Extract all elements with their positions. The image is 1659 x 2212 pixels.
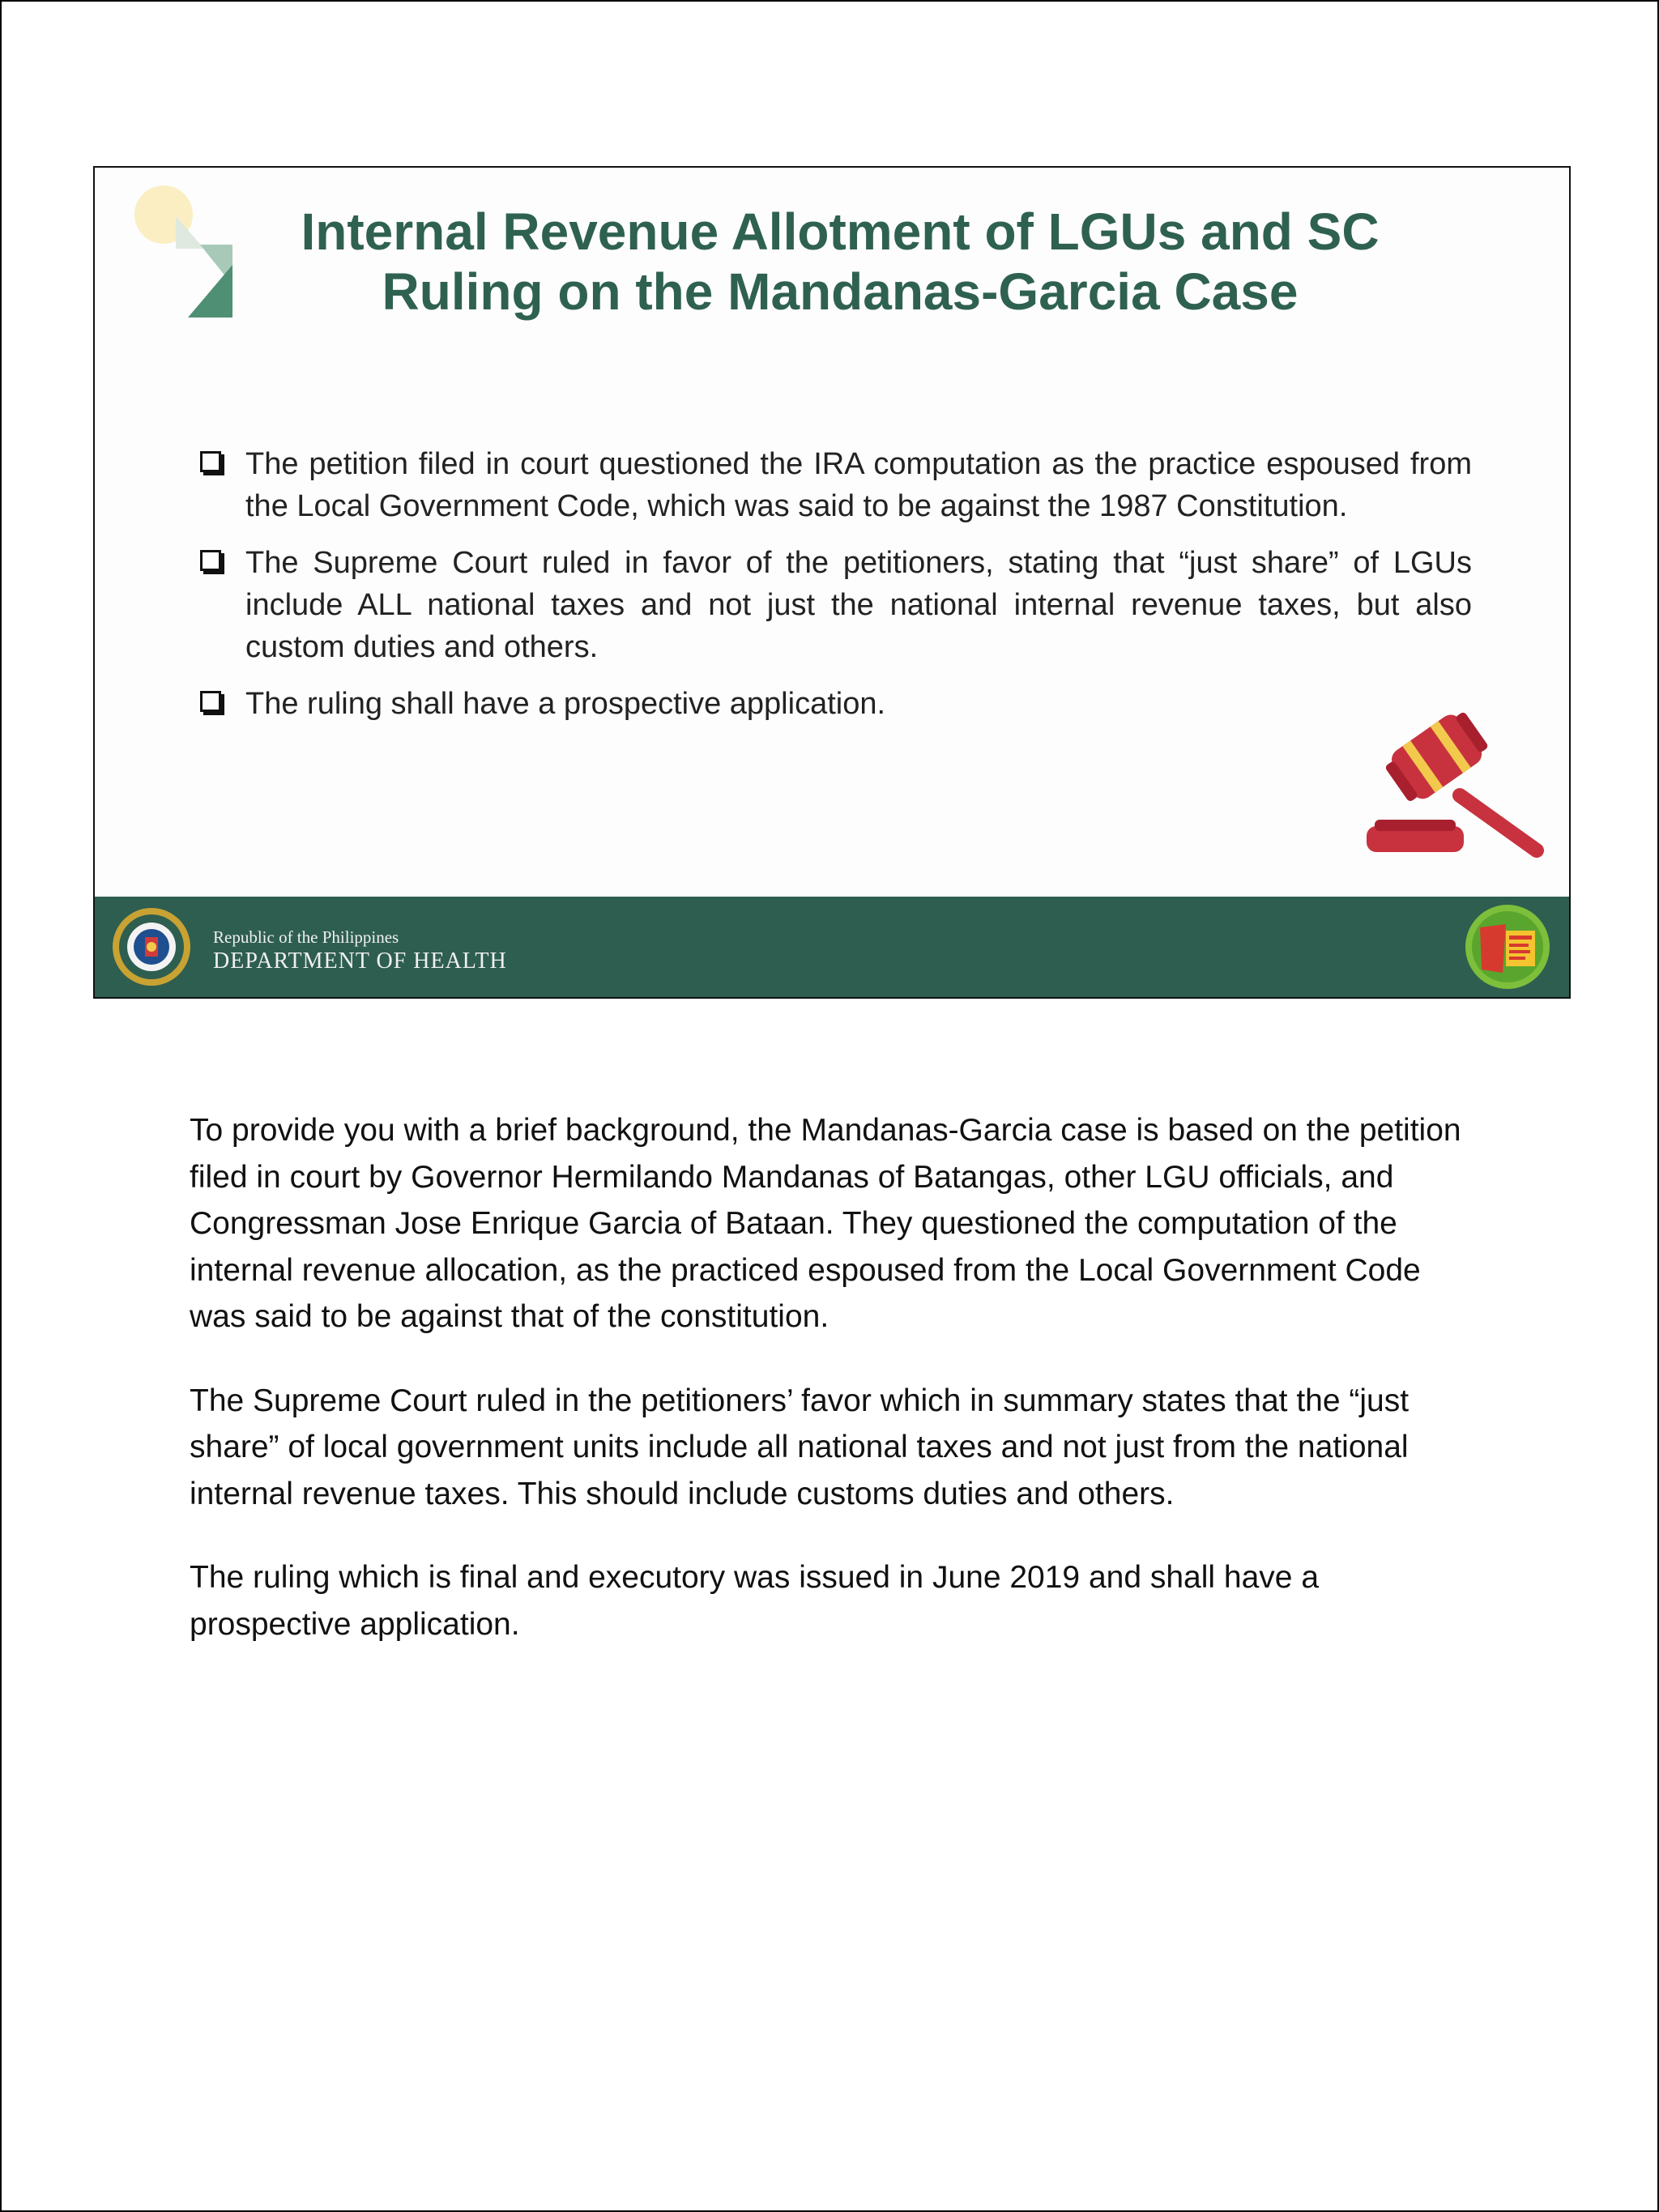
checkbox-bullet-icon: [200, 691, 221, 712]
slide-image: [93, 166, 1571, 999]
slide-footer: [95, 897, 1569, 997]
gavel-icon: [1363, 706, 1549, 868]
triangle-decoration-icon: [119, 176, 257, 330]
doh-seal-icon: [111, 906, 192, 987]
bullet-text: The petition filed in court questioned the IRA computation as the practice espoused from the Local Government Code, which was said to be against the 1987 Constitution.: [245, 447, 1472, 523]
notes-paragraph: To provide you with a brief background, the Mandanas-Garcia case is based on the petition filed in court by Governor Hermilando Mandanas of Batangas, other LGU officials, and Congressman Jose Enrique Garcia of Bataan. They questioned the computation of the internal revenue allocation, as the practiced espoused from the Local Government Code was said to be against that of the constitution.: [190, 1113, 1461, 1334]
footer-department-text: DEPARTMENT OF HEALTH: [213, 948, 507, 974]
notes-paragraph: The Supreme Court ruled in the petitioners’ favor which in summary states that the “just share” of local government units include all national taxes and not just from the national internal revenue taxes. This should include customs duties and others.: [190, 1383, 1410, 1511]
slide-title: [257, 202, 1423, 322]
slide-title-line-1: Internal Revenue Allotment of LGUs and SC: [301, 202, 1380, 261]
bullet-item: [200, 683, 1472, 725]
bullet-item: [200, 443, 1472, 527]
footer-republic-text: Republic of the Philippines: [213, 927, 399, 947]
slide-title-line-2: Ruling on the Mandanas-Garcia Case: [382, 262, 1299, 321]
bullet-text: The Supreme Court ruled in favor of the petitioners, stating that “just share” of LGUs include ALL national taxes and not just the national internal revenue taxes, but also custom duties and others.: [245, 546, 1472, 664]
bullet-list: [200, 443, 1472, 739]
uhc-logo-icon: [1464, 903, 1551, 991]
checkbox-bullet-icon: [200, 550, 221, 571]
notes-paragraph: The ruling which is final and executory was issued in June 2019 and shall have a prospective application.: [190, 1560, 1320, 1642]
checkbox-bullet-icon: [200, 451, 221, 472]
bullet-item: [200, 542, 1472, 668]
notes-body: [190, 1107, 1469, 1685]
bullet-text: The ruling shall have a prospective application.: [245, 687, 886, 721]
